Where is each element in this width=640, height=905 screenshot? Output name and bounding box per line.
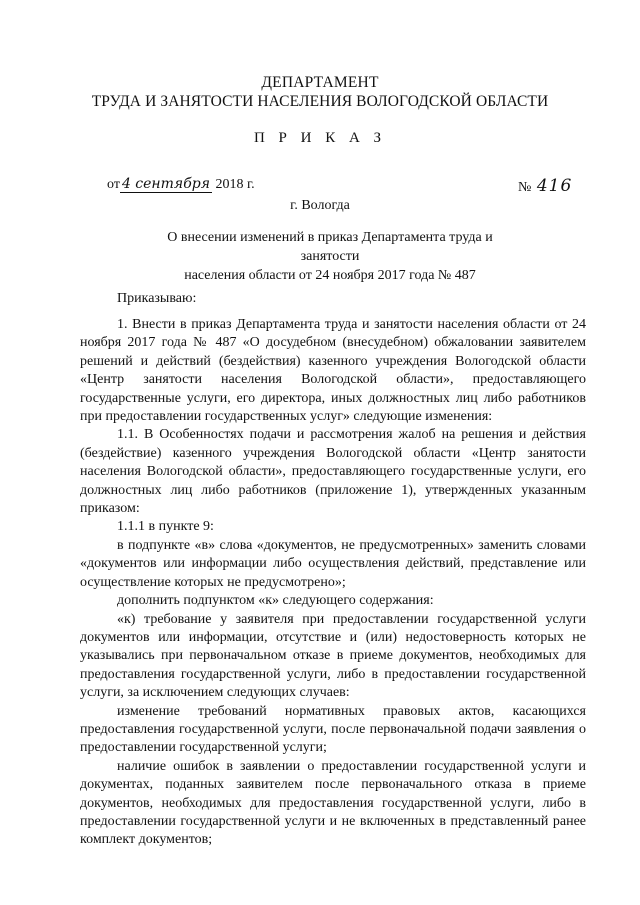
date-prefix: от xyxy=(107,177,120,192)
subject-line-2: населения области от 24 ноября 2017 года № 487 xyxy=(184,268,476,283)
number-line xyxy=(518,176,574,196)
paragraph: 1.1. В Особенностях подачи и рассмотрения жалоб на решения и действия (бездействие) казенного учреждения Вологодской области «Центр занятости населения Вологодской области», предоставляющего государственные услуги, его должностных лиц либо работников (приложение 1), утвержденных указанным приказом: xyxy=(80,427,586,517)
date-year: 2018 г. xyxy=(215,177,255,192)
document-body xyxy=(80,316,586,850)
date-handwritten: 4 сентября xyxy=(121,176,210,192)
paragraph: 1.1.1 в пункте 9: xyxy=(117,519,214,535)
order-word: Приказываю: xyxy=(117,291,197,306)
document-type: П Р И К А З xyxy=(253,130,387,146)
city: г. Вологда xyxy=(290,198,350,213)
document-subject xyxy=(150,228,510,285)
department-title: ДЕПАРТАМЕНТ xyxy=(261,74,379,91)
number-prefix: № xyxy=(518,180,532,195)
paragraph: наличие ошибок в заявлении о предоставлении государственной услуги и документах, поданных заявителем после первоначального отказа в приеме документов, необходимых для предоставления государственной услуги, либо в предоставлении государственной услуги и не включенных в представленный ранее комплект документов; xyxy=(80,758,586,848)
paragraph: дополнить подпунктом «к» следующего содержания: xyxy=(117,593,434,609)
paragraph: изменение требований нормативных правовых актов, касающихся предоставления государственной услуги, после первоначальной подачи заявления о предоставлении государственной услуги; xyxy=(80,703,586,756)
paragraph: 1. Внести в приказ Департамента труда и занятости населения области от 24 ноября 2017 года № 487 «О досудебном (внесудебном) обжаловании заявителем решений и действий (бездействия) казенного учреждения Вологодской области «Центр занятости населения Вологодской области», предоставляющего государственные услуги, его директора, иных должностных лиц либо работников при предоставлении государственных услуг» следующие изменения: xyxy=(80,317,586,425)
paragraph: «к) требование у заявителя при предоставлении государственной услуги документов или информации, отсутствие и (или) недостоверность которых не указывались при первоначальном отказе в приеме документов, необходимых для предоставления государственной услуги, либо в предоставлении государственной услуги, за исключением следующих случаев: xyxy=(80,611,586,701)
paragraph: в подпункте «в» слова «документов, не предусмотренных» заменить словами «документов или информации либо осуществления действий, представление или осуществление которых не предусмотрено»; xyxy=(80,537,586,590)
number-handwritten: 416 xyxy=(536,176,573,196)
date-line xyxy=(107,176,255,193)
department-full-name: ТРУДА И ЗАНЯТОСТИ НАСЕЛЕНИЯ ВОЛОГОДСКОЙ ОБЛАСТИ xyxy=(91,93,549,110)
subject-line-1: О внесении изменений в приказ Департамента труда и занятости xyxy=(167,230,493,264)
